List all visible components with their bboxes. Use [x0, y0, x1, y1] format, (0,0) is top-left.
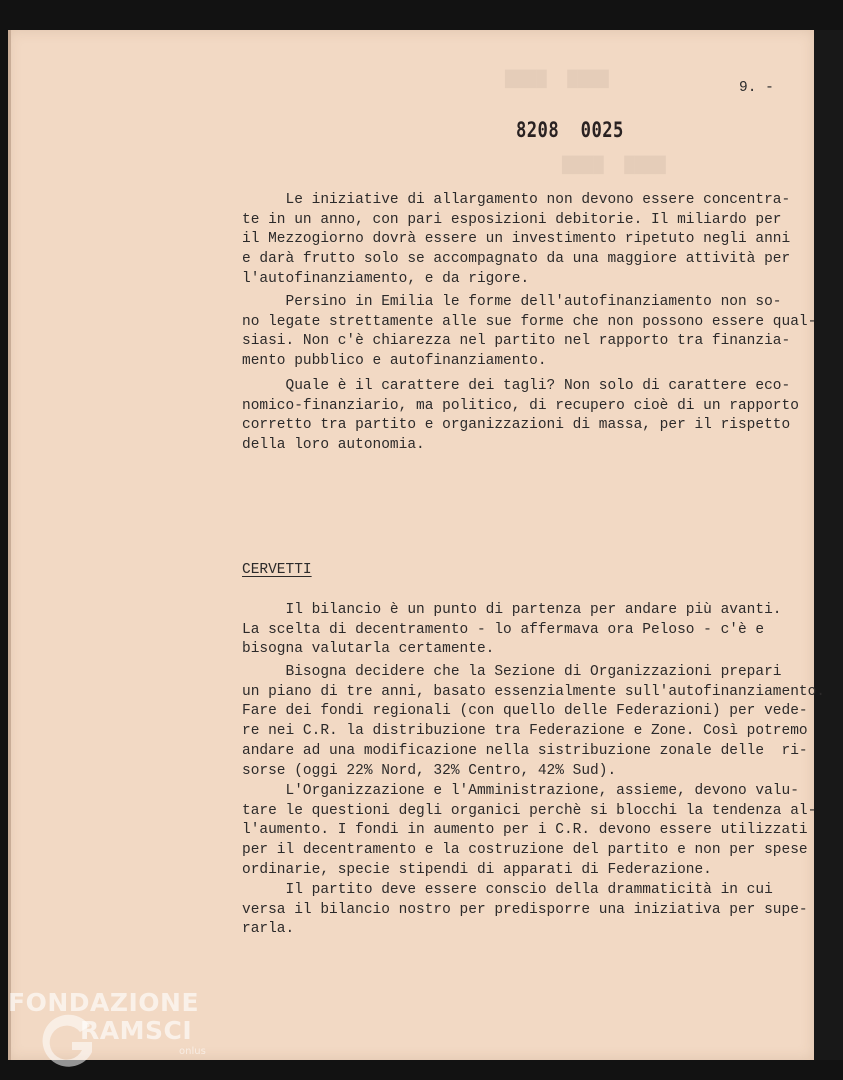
speaker-heading: CERVETTI [242, 562, 312, 578]
fondazione-gramsci-watermark [8, 988, 208, 1072]
show-through-mark: ▆▆▆▆ ▆▆▆▆ [505, 64, 609, 88]
watermark-line1: FONDAZIONE [8, 988, 200, 1017]
paragraph: Il bilancio è un punto di partenza per andare più avanti. La scelta di decentramento - lo affermava ora Peloso - c'è e bisogna valutarla certamente. [242, 602, 782, 658]
paragraph: Bisogna decidere che la Sezione di Organizzazioni prepari un piano di tre anni, basato essenzialmente sull'autofinanziamento. Fare dei fondi regionali (con quello delle Federazioni) per vede- re nei C.R. la distribuzione tra Federazione e Zone. Così potremo andare ad una modificazione nella sistribuzione zonale delle ri- sorse (oggi 22% Nord, 32% Centro, 42% Sud). [242, 664, 825, 779]
paragraph: Persino in Emilia le forme dell'autofinanziamento non so- no legate strettamente alle sue forme che non possono essere qual- siasi. Non c'è chiarezza nel partito nel rapporto tra finanzia- mento pubblico e autofinanziamento. [242, 294, 817, 370]
page-number: 9. - [739, 80, 774, 96]
paragraph: L'Organizzazione e l'Amministrazione, assieme, devono valu- tare le questioni degli organici perchè si blocchi la tendenza al- l'aumento. I fondi in aumento per i C.R. devono essere utilizzati per il decentramento e la costruzione del partito e non per spese ordinarie, specie stipendi di apparati di Federazione. [242, 783, 817, 878]
document-code-stamp: 8208 0025 [516, 118, 624, 142]
show-through-mark: ▆▆▆▆ ▆▆▆▆ [562, 150, 666, 174]
watermark-line2: RAMSCI [80, 1016, 193, 1045]
page-edge [8, 30, 11, 1060]
paragraph: Quale è il carattere dei tagli? Non solo di carattere eco- nomico-finanziario, ma politico, di recupero cioè di un rapporto corretto tra partito e organizzazioni di massa, per il rispetto della loro autonomia. [242, 378, 799, 454]
scan-background-strip [814, 30, 843, 1060]
paragraph: Le iniziative di allargamento non devono essere concentra- te in un anno, con pari esposizioni debitorie. Il miliardo per il Mezzogiorno dovrà essere un investimento ripetuto negli anni e darà frutto solo se accompagnato da una maggiore attività per l'autofinanziamento, e da rigore. [242, 192, 791, 287]
paragraph: Il partito deve essere conscio della drammaticità in cui versa il bilancio nostro per predisporre una iniziativa per supe- rarla. [242, 882, 808, 938]
watermark-onlus: onlus [179, 1046, 206, 1057]
